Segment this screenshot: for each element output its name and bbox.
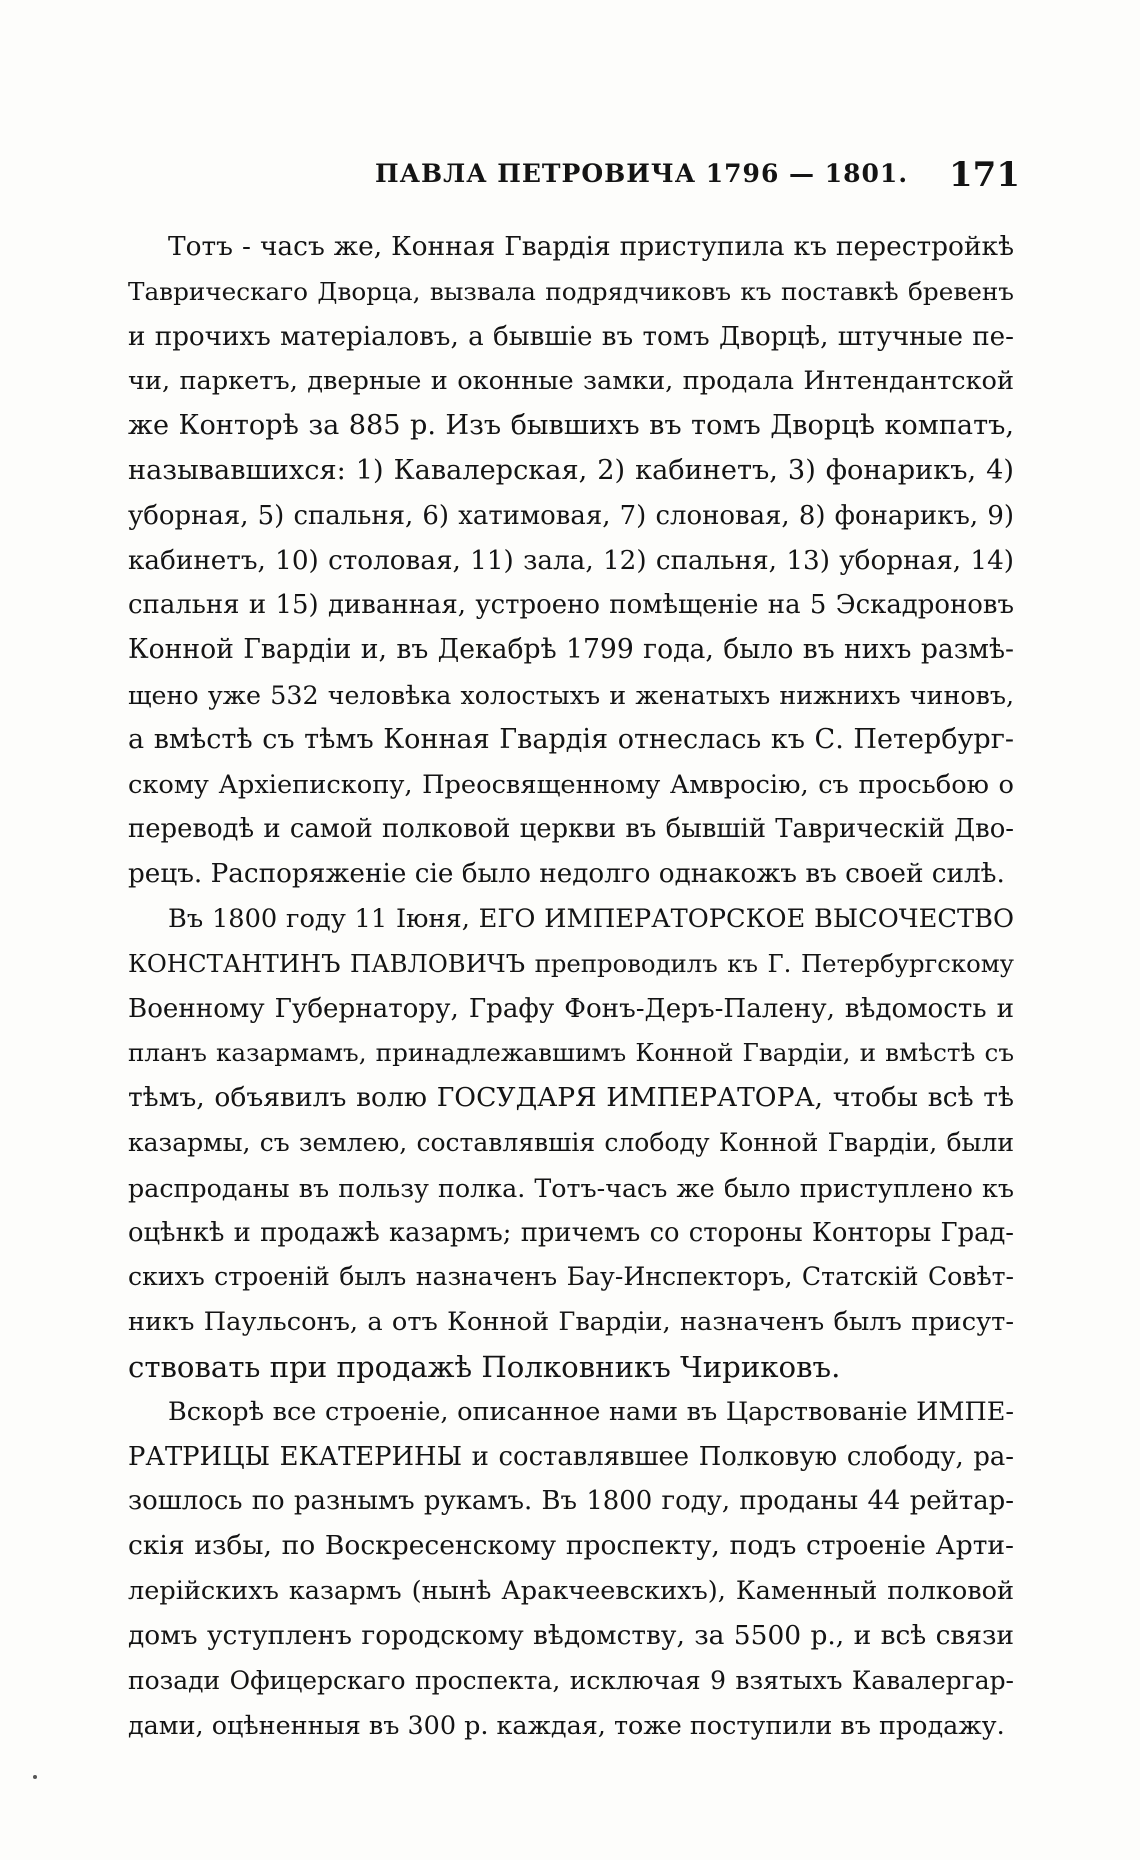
text-line: рецъ. Распоряженіе сіе было недолго однакожъ въ своей силѣ. — [128, 859, 1005, 890]
scan-speck — [33, 1775, 37, 1779]
text-line: ствовать при продажѣ Полковникъ Чириковъ. — [128, 1349, 841, 1384]
text-line: дами, оцѣненныя въ 300 р. каждая, тоже поступили въ продажу. — [128, 1710, 1005, 1741]
text-line: и прочихъ матеріаловъ, а бывшіе въ томъ Дворцѣ, штучные пе- — [128, 321, 1014, 352]
body-text — [128, 225, 1014, 1748]
text-line: Военному Губернатору, Графу Фонъ-Деръ-Палену, вѣдомость и — [128, 993, 1014, 1024]
text-line: РАТРИЦЫ ЕКАТЕРИНЫ и составлявшее Полковую слободу, ра- — [128, 1441, 1014, 1472]
paragraph-3 — [128, 1390, 1014, 1748]
text-line: казармы, съ землею, составлявшія слободу Конной Гвардіи, были — [128, 1127, 1014, 1157]
text-line: же Конторѣ за 885 р. Изъ бывшихъ въ томъ Дворцѣ компатъ, — [128, 410, 1014, 442]
running-title: ПАВЛА ПЕТРОВИЧА 1796 — 1801. — [375, 159, 909, 188]
text-line: называвшихся: 1) Кавалерская, 2) кабинетъ, 3) фонарикъ, 4) — [128, 454, 1014, 486]
text-line: спальня и 15) диванная, устроено помѣщеніе на 5 Эскадроновъ — [128, 590, 1014, 621]
text-line: КОНСТАНТИНЪ ПАВЛОВИЧЪ препроводилъ къ Г. Петербургскому — [128, 948, 1014, 978]
page-number: 171 — [949, 155, 1020, 195]
text-line: уборная, 5) спальня, 6) хатимовая, 7) слоновая, 8) фонарикъ, 9) — [128, 500, 1014, 531]
text-line: тѣмъ, объявилъ волю ГОСУДАРЯ ИМПЕРАТОРА, чтобы всѣ тѣ — [128, 1082, 1014, 1114]
text-line: переводѣ и самой полковой церкви въ бывшій Таврическій Дво- — [128, 814, 1014, 845]
text-line: Конной Гвардіи и, въ Декабрѣ 1799 года, было въ нихъ размѣ- — [128, 634, 1014, 666]
text-line: скія избы, по Воскресенскому проспекту, подъ строеніе Арти- — [128, 1530, 1014, 1562]
text-line: никъ Паульсонъ, а отъ Конной Гвардіи, назначенъ былъ присут- — [128, 1307, 1014, 1338]
paragraph-2 — [128, 897, 1014, 1390]
text-line: планъ казармамъ, принадлежавшимъ Конной Гвардіи, и вмѣстѣ съ — [128, 1038, 1014, 1068]
text-line: чи, паркетъ, дверные и оконные замки, продала Интендантской — [128, 366, 1014, 397]
text-line: щено уже 532 человѣка холостыхъ и женатыхъ нижнихъ чиновъ, — [128, 679, 1014, 710]
text-line: Тотъ - часъ же, Конная Гвардія приступила къ перестройкѣ — [168, 231, 1014, 262]
text-line: скому Архіепископу, Преосвященному Амвросію, съ просьбою о — [128, 769, 1014, 800]
text-line: Таврическаго Дворца, вызвала подрядчиковъ къ поставкѣ бревенъ — [128, 276, 1014, 306]
text-line: домъ уступленъ городскому вѣдомству, за 5500 р., и всѣ связи — [128, 1619, 1014, 1651]
paragraph-1 — [128, 225, 1014, 897]
text-line: позади Офицерскаго проспекта, исключая 9 взятыхъ Кавалергар- — [128, 1665, 1014, 1695]
text-line: зошлось по разнымъ рукамъ. Въ 1800 году, проданы 44 рейтар- — [128, 1486, 1014, 1517]
text-line: лерійскихъ казармъ (нынѣ Аракчеевскихъ), Каменный полковой — [128, 1575, 1014, 1606]
text-line: Вскорѣ все строеніе, описанное нами въ Царствованіе ИМПЕ- — [168, 1396, 1014, 1427]
page-header — [140, 155, 1020, 201]
text-line: скихъ строеній былъ назначенъ Бау-Инспекторъ, Статскій Совѣт- — [128, 1262, 1014, 1292]
text-line: распроданы въ пользу полка. Тотъ-часъ же было приступлено къ — [128, 1172, 1014, 1203]
text-line: кабинетъ, 10) столовая, 11) зала, 12) спальня, 13) уборная, 14) — [128, 545, 1014, 576]
text-line: оцѣнкѣ и продажѣ казармъ; причемъ со стороны Конторы Град- — [128, 1217, 1014, 1248]
text-line: а вмѣстѣ съ тѣмъ Конная Гвардія отнеслась къ С. Петербург- — [128, 723, 1014, 755]
text-line: Въ 1800 году 11 Іюня, ЕГО ИМПЕРАТОРСКОЕ ВЫСОЧЕСТВО — [168, 903, 1014, 934]
